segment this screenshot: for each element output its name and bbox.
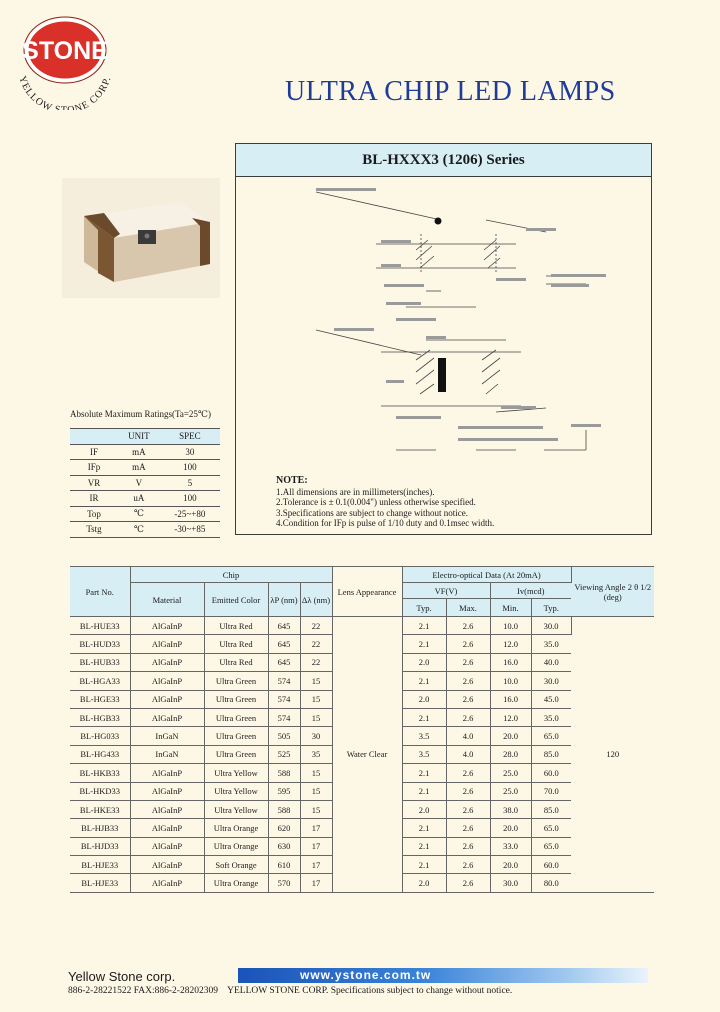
header-part-no: Part No. xyxy=(70,567,130,617)
table-cell: AlGaInP xyxy=(130,617,204,635)
table-cell: AlGaInP xyxy=(130,837,204,855)
table-cell: Ultra Red xyxy=(204,617,268,635)
notes-title: NOTE: xyxy=(276,475,308,486)
logo-ring-text: YELLOW S NE CORP. xyxy=(16,74,114,110)
product-table xyxy=(70,566,654,893)
notes-block xyxy=(276,476,646,529)
table-cell: 38.0 xyxy=(490,800,531,818)
table-cell: 17 xyxy=(300,856,332,874)
table-cell: BL-HUE33 xyxy=(70,617,130,635)
absmax-row xyxy=(70,475,220,491)
table-cell: AlGaInP xyxy=(130,819,204,837)
table-cell: 60.0 xyxy=(531,856,571,874)
table-cell: AlGaInP xyxy=(130,856,204,874)
table-cell: 35.0 xyxy=(531,635,571,653)
table-cell: 15 xyxy=(300,708,332,726)
table-cell: Ultra Green xyxy=(204,690,268,708)
table-cell: 2.6 xyxy=(446,819,490,837)
table-cell: 22 xyxy=(300,617,332,635)
table-cell: 574 xyxy=(268,690,300,708)
table-cell: 645 xyxy=(268,635,300,653)
table-cell: 574 xyxy=(268,672,300,690)
absmax-row xyxy=(70,460,220,476)
table-cell: Ultra Red xyxy=(204,635,268,653)
absmax-caption: Absolute Maximum Ratings(Ta=25℃) xyxy=(70,409,211,419)
absolute-max-table xyxy=(70,428,220,538)
table-cell: 20.0 xyxy=(490,727,531,745)
logo-graphic xyxy=(6,6,124,110)
note-line: 3.Specifications are subject to change without notice. xyxy=(276,507,468,518)
table-cell: 17 xyxy=(300,874,332,892)
table-cell: Ultra Green xyxy=(204,727,268,745)
table-cell: 40.0 xyxy=(531,653,571,671)
table-cell: 20.0 xyxy=(490,856,531,874)
table-cell: 645 xyxy=(268,653,300,671)
table-cell: 610 xyxy=(268,856,300,874)
absmax-cell: mA xyxy=(118,460,160,476)
absmax-cell: V xyxy=(118,475,160,491)
absmax-cell: mA xyxy=(118,444,160,460)
table-cell: 2.6 xyxy=(446,672,490,690)
table-cell: 570 xyxy=(268,874,300,892)
table-cell: 17 xyxy=(300,819,332,837)
table-cell: 20.0 xyxy=(490,819,531,837)
header-iv: Iv(mcd) xyxy=(490,583,571,599)
header-vf: VF(V) xyxy=(402,583,490,599)
table-cell: 2.1 xyxy=(402,856,446,874)
table-cell: 30.0 xyxy=(531,672,571,690)
table-cell: InGaN xyxy=(130,727,204,745)
table-cell: 2.0 xyxy=(402,874,446,892)
table-cell: 15 xyxy=(300,764,332,782)
table-row xyxy=(70,617,654,635)
table-cell: AlGaInP xyxy=(130,708,204,726)
absmax-cell: Top xyxy=(70,506,118,522)
header-material: Material xyxy=(130,583,204,617)
header-spectral-width: Δλ (nm) xyxy=(300,583,332,617)
table-cell: 2.1 xyxy=(402,635,446,653)
table-cell: 85.0 xyxy=(531,745,571,763)
table-cell: 630 xyxy=(268,837,300,855)
table-cell: 4.0 xyxy=(446,727,490,745)
table-cell: 25.0 xyxy=(490,782,531,800)
table-cell: 15 xyxy=(300,800,332,818)
absmax-row xyxy=(70,522,220,538)
header-iv-typ: Typ. xyxy=(531,599,571,617)
table-cell: AlGaInP xyxy=(130,653,204,671)
absmax-cell: Tstg xyxy=(70,522,118,538)
table-cell: 2.6 xyxy=(446,690,490,708)
table-cell: 65.0 xyxy=(531,727,571,745)
absmax-header-cell: SPEC xyxy=(160,429,220,445)
table-cell: 588 xyxy=(268,800,300,818)
header-vf-typ: Typ. xyxy=(402,599,446,617)
table-cell: 3.5 xyxy=(402,727,446,745)
table-cell: 574 xyxy=(268,708,300,726)
table-cell: AlGaInP xyxy=(130,800,204,818)
note-line: 2.Tolerance is ± 0.1(0.004") unless otherwise specified. xyxy=(276,497,476,507)
table-cell: BL-HJE33 xyxy=(70,874,130,892)
table-cell: AlGaInP xyxy=(130,764,204,782)
footer-contact: 886-2-28221522 FAX:886-2-28202309 xyxy=(68,986,218,996)
header-chip: Chip xyxy=(130,567,332,583)
table-cell: 10.0 xyxy=(490,672,531,690)
absmax-cell: 100 xyxy=(160,491,220,507)
header-lens: Lens Appearance xyxy=(332,567,402,617)
table-cell: 2.0 xyxy=(402,653,446,671)
table-cell: AlGaInP xyxy=(130,672,204,690)
series-title: BL-HXXX3 (1206) Series xyxy=(236,144,651,177)
table-cell: 620 xyxy=(268,819,300,837)
table-cell: 645 xyxy=(268,617,300,635)
table-cell: 17 xyxy=(300,837,332,855)
table-cell: 25.0 xyxy=(490,764,531,782)
table-cell: 3.5 xyxy=(402,745,446,763)
table-cell: 2.6 xyxy=(446,874,490,892)
header-viewing-angle: Viewing Angle 2 θ 1/2 (deg) xyxy=(571,567,654,617)
table-cell: 15 xyxy=(300,690,332,708)
table-cell: Ultra Orange xyxy=(204,874,268,892)
table-cell: 16.0 xyxy=(490,653,531,671)
table-cell: 30 xyxy=(300,727,332,745)
table-cell: 2.1 xyxy=(402,819,446,837)
footer-url-link[interactable]: www.ystone.com.tw xyxy=(300,968,432,982)
note-line: 1.All dimensions are in millimeters(inches). xyxy=(276,486,435,497)
table-cell: 12.0 xyxy=(490,708,531,726)
absmax-row xyxy=(70,506,220,522)
absmax-cell: ℃ xyxy=(118,522,160,538)
absmax-cell: VR xyxy=(70,475,118,491)
table-cell: Ultra Red xyxy=(204,653,268,671)
table-cell: 12.0 xyxy=(490,635,531,653)
table-cell: 16.0 xyxy=(490,690,531,708)
absmax-row xyxy=(70,444,220,460)
absmax-cell: uA xyxy=(118,491,160,507)
table-cell: Soft Orange xyxy=(204,856,268,874)
table-cell: 85.0 xyxy=(531,800,571,818)
absmax-cell: 100 xyxy=(160,460,220,476)
table-cell: 595 xyxy=(268,782,300,800)
table-cell: BL-HUB33 xyxy=(70,653,130,671)
table-cell: 60.0 xyxy=(531,764,571,782)
table-cell: 28.0 xyxy=(490,745,531,763)
table-cell: InGaN xyxy=(130,745,204,763)
table-cell: 30.0 xyxy=(531,617,571,635)
table-cell: BL-HGB33 xyxy=(70,708,130,726)
company-logo xyxy=(6,6,124,110)
table-cell: 15 xyxy=(300,782,332,800)
table-cell: 2.1 xyxy=(402,672,446,690)
table-cell: Ultra Green xyxy=(204,745,268,763)
footer-url-bar xyxy=(238,968,648,983)
table-cell: Ultra Orange xyxy=(204,837,268,855)
table-cell: 2.6 xyxy=(446,617,490,635)
table-cell: BL-HGA33 xyxy=(70,672,130,690)
table-cell: 35.0 xyxy=(531,708,571,726)
table-cell: 35 xyxy=(300,745,332,763)
table-cell: 2.6 xyxy=(446,856,490,874)
absmax-cell: -25~+80 xyxy=(160,506,220,522)
table-cell: 525 xyxy=(268,745,300,763)
absmax-cell: IR xyxy=(70,491,118,507)
absmax-cell: IFp xyxy=(70,460,118,476)
table-cell: 2.0 xyxy=(402,800,446,818)
dimension-drawing xyxy=(286,180,616,470)
table-cell: BL-HGE33 xyxy=(70,690,130,708)
table-cell: Ultra Yellow xyxy=(204,764,268,782)
table-cell: 45.0 xyxy=(531,690,571,708)
footer-contact-line xyxy=(68,986,512,996)
header-electro-optical: Electro-optical Data (At 20mA) xyxy=(402,567,571,583)
table-cell: 33.0 xyxy=(490,837,531,855)
table-cell: 22 xyxy=(300,653,332,671)
table-cell: BL-HG433 xyxy=(70,745,130,763)
table-cell: Ultra Yellow xyxy=(204,782,268,800)
absmax-header-cell: UNIT xyxy=(118,429,160,445)
table-cell: 65.0 xyxy=(531,819,571,837)
table-cell: Ultra Yellow xyxy=(204,800,268,818)
table-cell: 2.1 xyxy=(402,782,446,800)
header-vf-max: Max. xyxy=(446,599,490,617)
table-cell: Ultra Green xyxy=(204,708,268,726)
table-cell: BL-HG033 xyxy=(70,727,130,745)
absmax-cell: 30 xyxy=(160,444,220,460)
absmax-cell: IF xyxy=(70,444,118,460)
table-cell: 4.0 xyxy=(446,745,490,763)
absmax-cell: 5 xyxy=(160,475,220,491)
header-emitted-color: Emitted Color xyxy=(204,583,268,617)
footer-company: Yellow Stone corp. xyxy=(68,969,176,984)
table-cell: BL-HJE33 xyxy=(70,856,130,874)
table-cell: 2.6 xyxy=(446,837,490,855)
table-cell: BL-HJD33 xyxy=(70,837,130,855)
table-cell: 2.1 xyxy=(402,837,446,855)
page-title: ULTRA CHIP LED LAMPS xyxy=(285,76,616,107)
table-cell: BL-HUD33 xyxy=(70,635,130,653)
header-peak-wavelength: λP (nm) xyxy=(268,583,300,617)
table-cell: 2.6 xyxy=(446,764,490,782)
table-cell: 22 xyxy=(300,635,332,653)
table-cell: AlGaInP xyxy=(130,782,204,800)
viewing-angle-cell: 120 xyxy=(571,617,654,893)
table-cell: 65.0 xyxy=(531,837,571,855)
table-cell: Ultra Orange xyxy=(204,819,268,837)
table-cell: 588 xyxy=(268,764,300,782)
table-cell: 2.1 xyxy=(402,708,446,726)
header-iv-min: Min. xyxy=(490,599,531,617)
logo-brand-text: STONE xyxy=(22,37,108,65)
table-cell: 10.0 xyxy=(490,617,531,635)
table-cell: 70.0 xyxy=(531,782,571,800)
absmax-header-cell xyxy=(70,429,118,445)
table-cell: BL-HKE33 xyxy=(70,800,130,818)
table-cell: 2.6 xyxy=(446,800,490,818)
table-cell: AlGaInP xyxy=(130,874,204,892)
table-cell: BL-HJB33 xyxy=(70,819,130,837)
table-cell: 2.6 xyxy=(446,782,490,800)
footer-disclaimer: YELLOW STONE CORP. Specifications subject to change without notice. xyxy=(227,986,513,996)
table-cell: 2.0 xyxy=(402,690,446,708)
led-photo xyxy=(62,178,220,298)
absmax-cell: ℃ xyxy=(118,506,160,522)
table-cell: Ultra Green xyxy=(204,672,268,690)
table-cell: 30.0 xyxy=(490,874,531,892)
lens-appearance-cell: Water Clear xyxy=(332,617,402,893)
table-cell: BL-HKD33 xyxy=(70,782,130,800)
table-cell: BL-HKB33 xyxy=(70,764,130,782)
table-cell: 2.1 xyxy=(402,764,446,782)
table-cell: 2.6 xyxy=(446,708,490,726)
table-cell: 15 xyxy=(300,672,332,690)
note-line: 4.Condition for IFp is pulse of 1/10 duty and 0.1msec width. xyxy=(276,518,495,528)
table-cell: 2.6 xyxy=(446,635,490,653)
absmax-cell: -30~+85 xyxy=(160,522,220,538)
table-cell: 2.1 xyxy=(402,617,446,635)
series-panel xyxy=(235,143,652,535)
table-cell: 2.6 xyxy=(446,653,490,671)
table-cell: 505 xyxy=(268,727,300,745)
table-cell: AlGaInP xyxy=(130,635,204,653)
absmax-row xyxy=(70,491,220,507)
table-cell: 80.0 xyxy=(531,874,571,892)
table-cell: AlGaInP xyxy=(130,690,204,708)
